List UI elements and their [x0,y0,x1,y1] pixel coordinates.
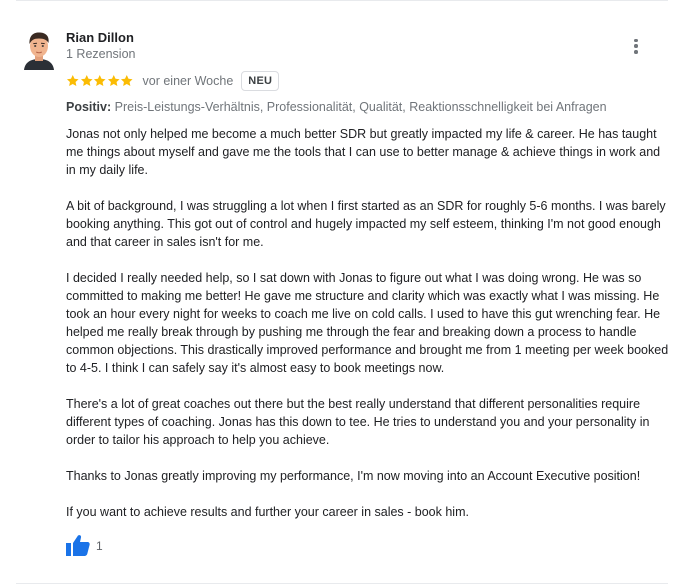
like-count: 1 [96,539,103,553]
author-review-count: 1 Rezension [66,47,136,61]
thumb-up-icon [66,534,90,556]
star-icon [107,74,121,88]
more-options-button[interactable] [626,37,646,57]
star-icon [80,74,94,88]
review-date: vor einer Woche [142,74,234,88]
like-button[interactable] [66,534,103,556]
avatar[interactable] [22,30,56,70]
rating-row [66,70,279,92]
review-text [66,125,672,539]
review-paragraph: Thanks to Jonas greatly improving my performance, I'm now moving into an Account Executive position! [66,469,641,483]
new-badge: NEU [241,71,279,91]
review-paragraph: If you want to achieve results and further your career in sales - book him. [66,505,469,519]
review-paragraph: I decided I really needed help, so I sat down with Jonas to figure out what I was doing wrong. He was so committed to making me better! He gave me structure and clarity which was exactly what I was missing. He took an hour every night for weeks to coach me live on cold calls. I used to have this gut wrenching fear. He helped me really break through by pushing me through the fear and breaking down a process to handle common objections. This drastically improved performance and brought me from 1 meeting per week booked to 4-5. I think I can safely say it's almost easy to book meetings now. [66,271,669,375]
review-paragraph: Jonas not only helped me become a much better SDR but greatly impacted my life & career. He has taught me things about myself and gave me the tools that I can use to better manage & achieve things in work and in my daily life. [66,127,661,177]
star-icon [93,74,107,88]
positives-text: Preis-Leistungs-Verhältnis, Professionalität, Qualität, Reaktionsschnelligkeit bei Anfragen [114,100,607,114]
star-icon [120,74,134,88]
more-vert-icon [626,39,646,54]
author-name[interactable]: Rian Dillon [66,30,134,45]
review-paragraph: There's a lot of great coaches out there but the best really understand that different personalities require different types of coaching. Jonas has this down to tee. He tries to understand you and your personality in order to tailor his approach to help you achieve. [66,397,650,447]
bottom-divider [16,583,668,584]
avatar-illustration [22,30,56,70]
star-rating [66,74,134,88]
star-icon [66,74,80,88]
positive-attributes [66,100,607,114]
review-paragraph: A bit of background, I was struggling a lot when I first started as an SDR for roughly 5-6 months. I was barely booking anything. This got out of control and hugely impacted my self esteem, thinking I'm not good enough and that career in sales isn't for me. [66,199,666,249]
positives-label: Positiv: [66,100,112,114]
top-divider [16,0,668,1]
